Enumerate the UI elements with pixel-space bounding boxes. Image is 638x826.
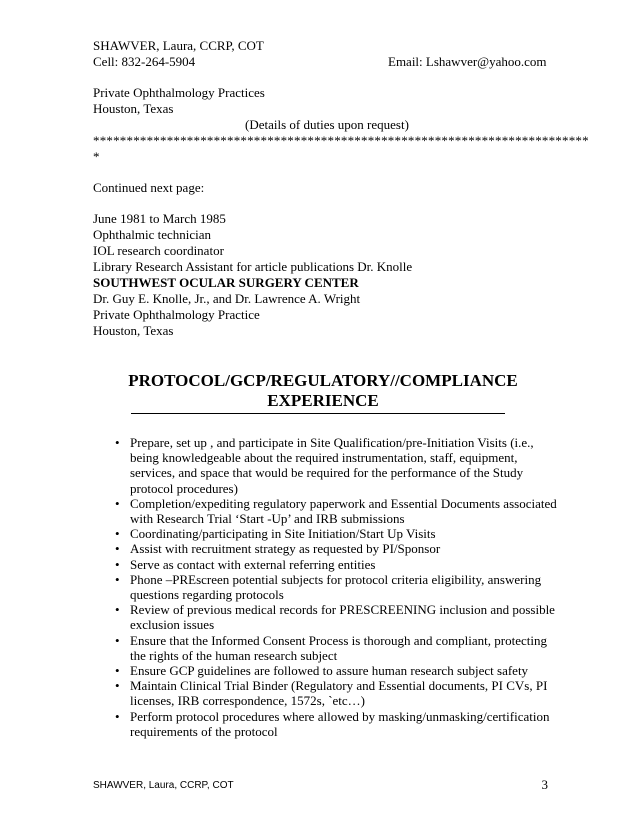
bullet-dot-icon: • xyxy=(115,556,120,572)
bullet-dot-icon: • xyxy=(115,678,120,694)
job-role-1: Ophthalmic technician xyxy=(93,227,212,242)
continued-note: Continued next page: xyxy=(93,180,205,195)
bullet-dot-icon: • xyxy=(115,541,120,557)
list-item xyxy=(93,572,563,602)
job-practice: Private Ophthalmology Practice xyxy=(93,307,260,322)
list-item xyxy=(93,663,563,678)
spacer xyxy=(93,70,553,85)
cell-phone: Cell: 832-264-5904 xyxy=(93,54,196,69)
bullet-text: Ensure GCP guidelines are followed to assure human research subject safety xyxy=(130,663,529,679)
bullet-text: Assist with recruitment strategy as requested by PI/Sponsor xyxy=(130,541,441,557)
bullet-text: Serve as contact with external referring entities xyxy=(130,556,376,572)
bullet-dot-icon: • xyxy=(115,571,120,587)
bullet-text: Phone –PREscreen potential subjects for protocol criteria eligibility, answering questions regarding protocols xyxy=(130,571,542,603)
experience-bullet-list xyxy=(93,435,563,739)
list-item xyxy=(93,557,563,572)
job-role-3: Library Research Assistant for article publications Dr. Knolle xyxy=(93,259,413,274)
page-number: 3 xyxy=(541,777,548,792)
list-item xyxy=(93,633,563,663)
resume-page-top xyxy=(93,38,589,339)
details-note: (Details of duties upon request) xyxy=(245,117,409,132)
prior-location: Houston, Texas xyxy=(93,101,174,116)
email-address: Email: Lshawver@yahoo.com xyxy=(388,54,547,69)
section-heading xyxy=(93,371,553,411)
bullet-dot-icon: • xyxy=(115,526,120,542)
bullet-text: Coordinating/participating in Site Initiation/Start Up Visits xyxy=(130,526,436,542)
bullet-dot-icon: • xyxy=(115,663,120,679)
job-role-2: IOL research coordinator xyxy=(93,243,224,258)
bullet-text: Prepare, set up , and participate in Site Qualification/pre-Initiation Visits (i.e., being knowledgeable about the required instrumentation, staff, equipment, services, and space that would be required for the performance of the Study protocol procedures) xyxy=(130,435,534,496)
list-item xyxy=(93,541,563,556)
list-item xyxy=(93,602,563,632)
bullet-text: Review of previous medical records for PRESCREENING inclusion and possible exclusion issues xyxy=(130,602,555,633)
spacer xyxy=(93,165,553,180)
star-separator: ************************************************************************** xyxy=(93,133,589,148)
job-doctors: Dr. Guy E. Knolle, Jr., and Dr. Lawrence A. Wright xyxy=(93,291,361,306)
section-heading-line-1: PROTOCOL/GCP/REGULATORY//COMPLIANCE xyxy=(128,371,518,390)
header-name: SHAWVER, Laura, CCRP, COT xyxy=(93,38,264,53)
bullet-text: Maintain Clinical Trial Binder (Regulatory and Essential documents, PI CVs, PI licenses, IRB correspondence, 1572s, `etc…) xyxy=(130,678,548,709)
bullet-dot-icon: • xyxy=(115,435,120,450)
bullet-dot-icon: • xyxy=(115,495,120,511)
heading-underline xyxy=(131,413,505,414)
bullet-dot-icon: • xyxy=(115,632,120,648)
bullet-dot-icon: • xyxy=(115,602,120,618)
list-item xyxy=(93,709,563,739)
footer-name: SHAWVER, Laura, CCRP, COT xyxy=(93,780,234,791)
bullet-text: Perform protocol procedures where allowed by masking/unmasking/certification requirements of the protocol xyxy=(130,708,550,739)
list-item xyxy=(93,526,563,541)
page-footer xyxy=(93,777,553,793)
contact-row xyxy=(93,54,553,70)
list-item xyxy=(93,496,563,526)
spacer xyxy=(93,196,553,211)
bullet-text: Completion/expediting regulatory paperwork and Essential Documents associated with Research Trial ‘Start -Up’ and IRB submissions xyxy=(130,495,557,527)
star-separator-tail: * xyxy=(93,149,100,164)
list-item xyxy=(93,678,563,708)
bullet-text: Ensure that the Informed Consent Process is thorough and compliant, protecting the rights of the human research subject xyxy=(130,632,547,663)
list-item xyxy=(93,435,563,496)
section-heading-line-2: EXPERIENCE xyxy=(267,391,379,410)
job-employer: SOUTHWEST OCULAR SURGERY CENTER xyxy=(93,275,359,290)
job-location: Houston, Texas xyxy=(93,323,174,338)
prior-practice: Private Ophthalmology Practices xyxy=(93,85,265,100)
bullet-dot-icon: • xyxy=(115,708,120,724)
job-dates: June 1981 to March 1985 xyxy=(93,211,226,226)
